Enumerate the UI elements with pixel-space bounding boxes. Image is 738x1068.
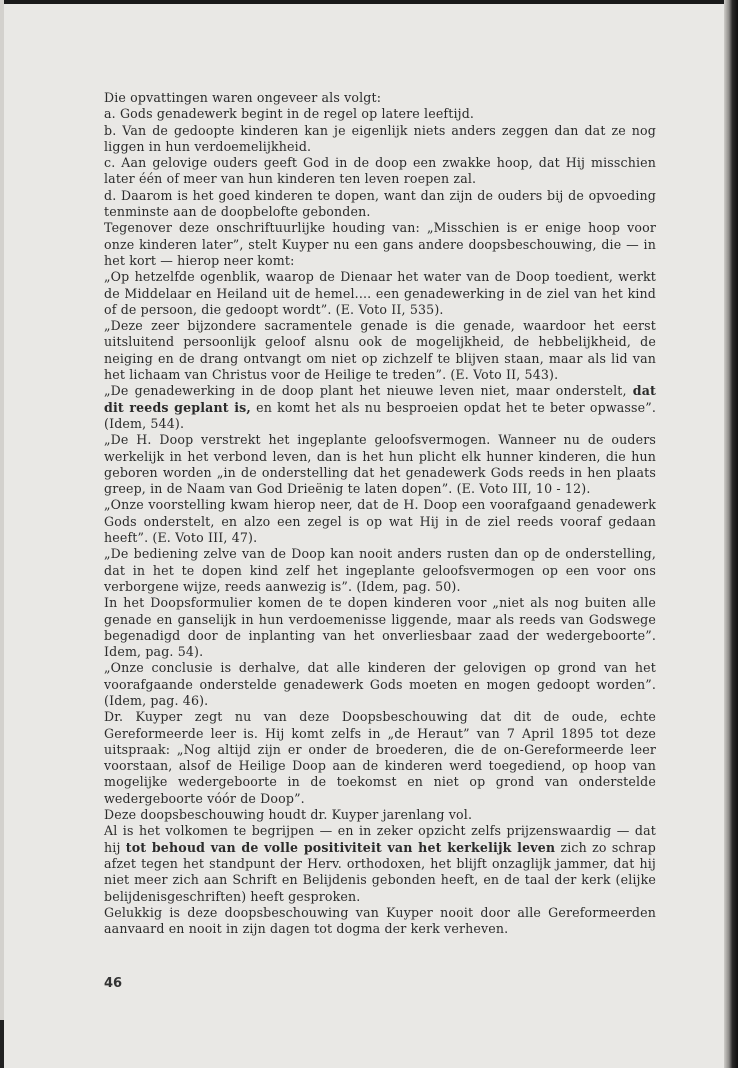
paragraph: c. Aan gelovige ouders geeft God in de doop een zwakke hoop, dat Hij misschien later één of meer van hun kinderen ten leven roepen zal. xyxy=(104,155,656,187)
paragraph: Die opvattingen waren ongeveer als volgt: xyxy=(104,90,382,105)
paragraph xyxy=(104,383,656,432)
scan-binding-mark xyxy=(0,1020,4,1068)
text-run: en komt het als nu besproeien opdat het te beter opwasse”. (Idem, 544). xyxy=(104,399,656,431)
emphasis: tot behoud van de volle positiviteit van het kerkelijk leven xyxy=(125,839,556,855)
paragraph xyxy=(104,823,656,904)
scan-top-edge xyxy=(0,0,738,4)
paragraph: Deze doopsbeschouwing houdt dr. Kuyper jarenlang vol. xyxy=(104,807,473,823)
emphasis: dat dit reeds geplant is, xyxy=(104,383,656,415)
paragraph: In het Doopsformulier komen de te dopen kinderen voor „niet als nog buiten alle genade en ganselijk in hun verdoemenisse liggende, maar als reeds van Godswege begenadigd door de inplanting van het onverliesbaar zaad der wedergeboorte”. Idem, pag. 54). xyxy=(104,595,656,660)
text-run: „De genadewerking in de doop plant het nieuwe leven niet, maar onderstelt, xyxy=(104,383,633,399)
paragraph: a. Gods genadewerk begint in de regel op latere leeftijd. xyxy=(104,106,475,122)
paragraph: „De bediening zelve van de Doop kan nooit anders rusten dan op de onderstelling, dat in het te dopen kind zelf het ingeplante geloofsvermogen op een voor ons verborgene wijze, reeds aanwezig is”. (Idem, pag. 50). xyxy=(104,546,656,594)
paragraph: b. Van de gedoopte kinderen kan je eigenlijk niets anders zeggen dan dat ze nog liggen in hun verdoemelijkheid. xyxy=(104,122,656,154)
page-number: 46 xyxy=(104,976,123,991)
paragraph: „Op hetzelfde ogenblik, waarop de Dienaar het water van de Doop toedient, werkt de Middelaar en Heiland uit de hemel.... een genadewerking in de ziel van het kind of de persoon, die gedoopt wordt”. (E. Voto II, 535). xyxy=(104,269,656,317)
paragraph: „Onze conclusie is derhalve, dat alle kinderen der gelovigen op grond van het voorafgaande onderstelde genadewerk Gods moeten en mogen gedoopt worden”. (Idem, pag. 46). xyxy=(104,660,656,708)
paragraph: „Deze zeer bijzondere sacramentele genade is die genade, waardoor het eerst uitsluitend persoonlijk geloof alsnu ook de mogelijkheid, de hebbelijkheid, de neiging en de drang ontvangt om niet op zichzelf te blijven staan, maar als lid van het lichaam van Christus voor de Heilige te treden”. (E. Voto II, 543). xyxy=(104,318,656,383)
text-run: zich zo schrap afzet tegen het standpunt der Herv. orthodoxen, het blijft onzaglijk jammer, dat hij niet meer zich aan Schrift en Belijdenis gebonden heeft, en de taal der kerk (elijke belijdenisgeschriften) heeft gesproken. xyxy=(104,839,656,904)
paragraph: „Onze voorstelling kwam hierop neer, dat de H. Doop een voorafgaand genadewerk Gods onderstelt, en alzo een zegel is op wat Hij in de ziel reeds vooraf gedaan heeft”. (E. Voto III, 47). xyxy=(104,497,656,546)
paragraph: d. Daarom is het goed kinderen te dopen, want dan zijn de ouders bij de opvoeding tenminste aan de doopbelofte gebonden. xyxy=(104,187,656,220)
paragraph: Tegenover deze onschriftuurlijke houding van: „Misschien is er enige hoop voor onze kinderen later”, stelt Kuyper nu een gans andere doopsbeschouwing, die — in het kort — hierop neer komt: xyxy=(104,220,656,268)
text-run: Al is het volkomen te begrijpen — en in zeker opzicht zelfs prijzenswaardig — dat hij xyxy=(104,823,656,855)
page-body xyxy=(104,90,656,937)
scan-left-edge xyxy=(0,0,4,1068)
paragraph: „De H. Doop verstrekt het ingeplante geloofsvermogen. Wanneer nu de ouders werkelijk in het verbond leven, dan is het hun plicht elk hunner kinderen, die hun geboren worden „in de onderstelling dat het genadewerk Gods reeds in hen plaats greep, in de Naam van God Drieënig te laten dopen”. (E. Voto III, 10 - 12). xyxy=(104,432,656,497)
paragraph: Dr. Kuyper zegt nu van deze Doopsbeschouwing dat dit de oude, echte Gereformeerde leer is. Hij komt zelfs in „de Heraut” van 7 April 1895 tot deze uitspraak: „Nog altijd zijn er onder de broederen, die de on-Gereformeerde leer voorstaan, alsof de Heilige Doop aan de kinderen werd toegediend, op hoop van mogelijke wedergeboorte in de toekomst en niet op grond van onderstelde wedergeboorte vóór de Doop”. xyxy=(104,709,656,806)
paragraph: Gelukkig is deze doopsbeschouwing van Kuyper nooit door alle Gereformeerden aanvaard en nooit in zijn dagen tot dogma der kerk verheven. xyxy=(104,904,656,937)
scan-right-edge xyxy=(724,0,738,1068)
